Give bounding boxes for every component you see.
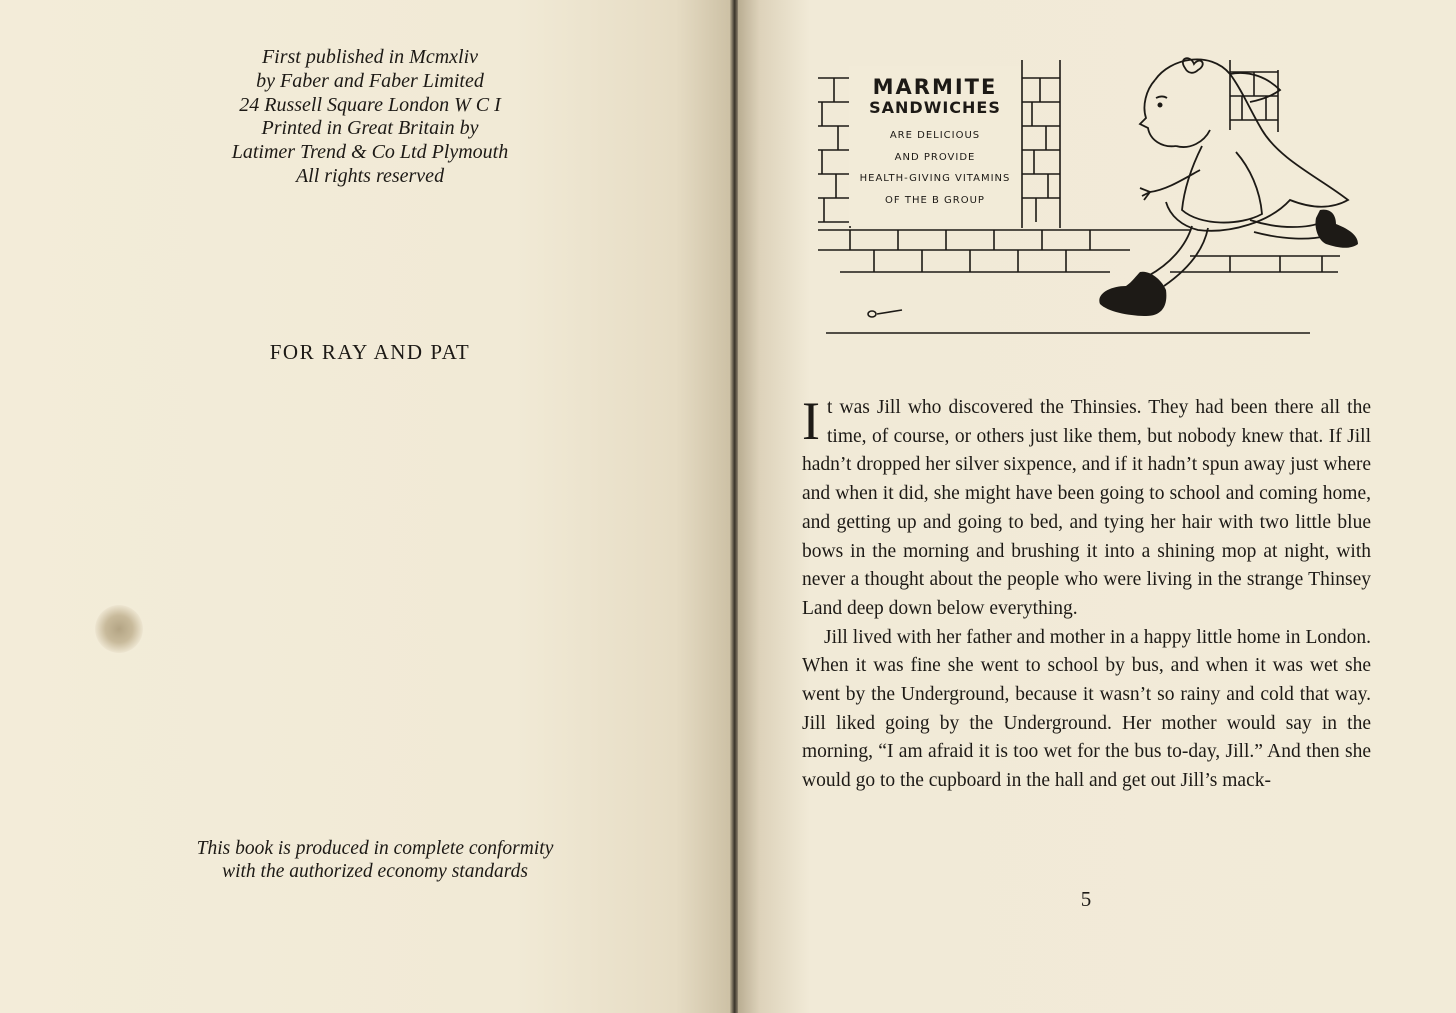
drop-cap: I (802, 391, 820, 451)
economy-line: with the authorized economy standards (222, 861, 528, 882)
advert-line: ARE DELICIOUS (889, 130, 981, 141)
boot-front-icon (1099, 272, 1166, 316)
advert-copy (849, 125, 1021, 211)
advert-line: OF THE B GROUP (885, 194, 985, 206)
advert-line: HEALTH-GIVING VITAMINS (859, 173, 1011, 184)
advert-line: AND PROVIDE (894, 151, 976, 163)
imprint-line: by Faber and Faber Limited (256, 69, 484, 92)
advert-title: MARMITE (872, 75, 998, 99)
sixpence-icon (868, 310, 902, 317)
paragraph-2: Jill lived with her father and mother in a happy little home in London. When it was fine she went to school by bus, and when it was wet she went by the Underground, because it wasn’t so rainy and cold that way. Jill liked going by the Underground. Her mother would say in the morning, “I am afraid it is too wet for the bus to-day, Jill.” And then she would go to the cupboard in the hall and get out Jill’s mack- (802, 626, 1371, 792)
running-girl-icon (1140, 58, 1348, 286)
page-number: 5 (1080, 887, 1092, 911)
imprint-line: First published in Mcmxliv (261, 46, 479, 68)
economy-note (150, 837, 600, 883)
advert-subtitle: SANDWICHES (869, 98, 1001, 117)
imprint-line: Latimer Trend & Co Ltd Plymouth (231, 141, 509, 164)
brick-pillar-middle (1022, 60, 1060, 228)
marmite-advert-panel (849, 66, 1021, 226)
paragraph-1-text: t was Jill who discovered the Thinsies. They had been there all the time, of course, or others just like them, but nobody knew that. If Jill hadn’t dropped her silver sixpence, and if it hadn’t spun away just where and when it did, she might have been going to school and coming home, and getting up and going to bed, and tying her hair with two little blue bows in the morning and brushing it into a shining mop at night, with never a thought about the people who were living in the strange Thinsey Land deep down below everything. (802, 397, 1371, 619)
imprint-line: 24 Russell Square London W C I (239, 93, 501, 116)
imprint-block (160, 46, 580, 189)
show-through-ghost-text (120, 40, 145, 109)
boot-back-icon (1315, 210, 1358, 248)
story-text (802, 391, 1371, 796)
brick-wall-bottom (818, 230, 1340, 272)
imprint-line: All rights reserved (295, 164, 445, 187)
economy-line: This book is produced in complete conformity (196, 838, 554, 859)
paper-stain (95, 605, 143, 653)
brick-wall-left (818, 68, 850, 228)
paragraph-1 (802, 391, 1371, 624)
dedication: FOR RAY AND PAT (269, 340, 471, 364)
imprint-line: Printed in Great Britain by (261, 117, 479, 140)
